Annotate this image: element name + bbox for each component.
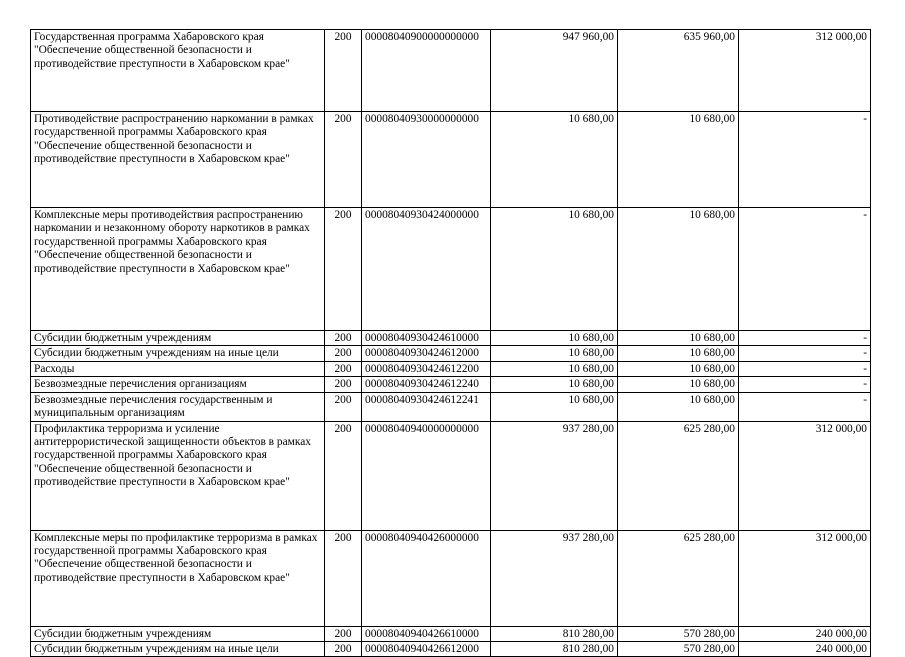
row-code: 200 <box>325 331 362 346</box>
row-value-3: - <box>739 377 871 392</box>
row-code: 200 <box>325 626 362 641</box>
row-value-3: - <box>739 346 871 361</box>
table-row <box>31 208 871 331</box>
table-row <box>31 346 871 361</box>
row-name: Противодействие распространению наркомании в рамках государственной программы Хабаровского края "Обеспечение общественной безопасности и противодействие преступности в Хабаровском крае" <box>31 112 325 208</box>
row-value-2: 625 280,00 <box>618 421 739 530</box>
row-code: 200 <box>325 361 362 376</box>
row-value-2: 635 960,00 <box>618 30 739 112</box>
row-value-1: 810 280,00 <box>491 626 618 641</box>
row-value-1: 10 680,00 <box>491 377 618 392</box>
row-code: 200 <box>325 30 362 112</box>
row-code: 200 <box>325 530 362 626</box>
row-value-1: 10 680,00 <box>491 208 618 331</box>
row-classification-code: 00008040930424000000 <box>362 208 491 331</box>
row-value-3: 240 000,00 <box>739 626 871 641</box>
row-value-2: 10 680,00 <box>618 208 739 331</box>
row-classification-code: 00008040930424612200 <box>362 361 491 376</box>
table-row <box>31 331 871 346</box>
row-classification-code: 00008040930424610000 <box>362 331 491 346</box>
row-value-2: 10 680,00 <box>618 112 739 208</box>
row-name: Государственная программа Хабаровского края "Обеспечение общественной безопасности и противодействие преступности в Хабаровском крае" <box>31 30 325 112</box>
row-classification-code: 00008040930424612000 <box>362 346 491 361</box>
row-code: 200 <box>325 346 362 361</box>
row-code: 200 <box>325 112 362 208</box>
row-value-2: 10 680,00 <box>618 377 739 392</box>
row-classification-code: 00008040930424612241 <box>362 392 491 421</box>
row-name: Профилактика терроризма и усиление антитеррористической защищенности объектов в рамках государственной программы Хабаровского края "Обеспечение общественной безопасности и противодействие преступности в Хабаровском крае" <box>31 421 325 530</box>
budget-table <box>30 29 871 657</box>
row-value-3: 240 000,00 <box>739 642 871 657</box>
row-name: Расходы <box>31 361 325 376</box>
row-value-3: 312 000,00 <box>739 421 871 530</box>
row-name: Безвозмездные перечисления организациям <box>31 377 325 392</box>
row-name: Безвозмездные перечисления государственным и муниципальным организациям <box>31 392 325 421</box>
table-row <box>31 361 871 376</box>
row-value-1: 937 280,00 <box>491 421 618 530</box>
row-classification-code: 00008040930424612240 <box>362 377 491 392</box>
row-value-1: 10 680,00 <box>491 392 618 421</box>
row-value-3: 312 000,00 <box>739 30 871 112</box>
row-value-2: 10 680,00 <box>618 361 739 376</box>
row-code: 200 <box>325 377 362 392</box>
row-value-2: 10 680,00 <box>618 331 739 346</box>
row-value-2: 625 280,00 <box>618 530 739 626</box>
row-code: 200 <box>325 642 362 657</box>
row-value-2: 10 680,00 <box>618 392 739 421</box>
table-row <box>31 626 871 641</box>
row-value-2: 570 280,00 <box>618 626 739 641</box>
budget-document <box>30 29 870 657</box>
row-value-3: - <box>739 361 871 376</box>
table-row <box>31 530 871 626</box>
row-name: Субсидии бюджетным учреждениям <box>31 331 325 346</box>
row-value-1: 937 280,00 <box>491 530 618 626</box>
row-code: 200 <box>325 421 362 530</box>
row-code: 200 <box>325 208 362 331</box>
table-row <box>31 30 871 112</box>
row-classification-code: 00008040940426610000 <box>362 626 491 641</box>
row-classification-code: 00008040940000000000 <box>362 421 491 530</box>
row-value-1: 10 680,00 <box>491 331 618 346</box>
row-classification-code: 00008040940426612000 <box>362 642 491 657</box>
row-value-3: - <box>739 112 871 208</box>
table-row <box>31 392 871 421</box>
row-classification-code: 00008040930000000000 <box>362 112 491 208</box>
row-name: Комплексные меры противодействия распространению наркомании и незаконному обороту наркотиков в рамках государственной программы Хабаровского края "Обеспечение общественной безопасности и противодействие преступности в Хабаровском крае" <box>31 208 325 331</box>
table-row <box>31 421 871 530</box>
row-classification-code: 00008040940426000000 <box>362 530 491 626</box>
row-value-3: - <box>739 208 871 331</box>
row-value-2: 570 280,00 <box>618 642 739 657</box>
row-value-2: 10 680,00 <box>618 346 739 361</box>
table-row <box>31 377 871 392</box>
row-value-3: - <box>739 331 871 346</box>
row-name: Субсидии бюджетным учреждениям на иные цели <box>31 346 325 361</box>
row-name: Комплексные меры по профилактике терроризма в рамках государственной программы Хабаровского края "Обеспечение общественной безопасности и противодействие преступности в Хабаровском крае" <box>31 530 325 626</box>
row-value-3: - <box>739 392 871 421</box>
table-row <box>31 112 871 208</box>
row-classification-code: 00008040900000000000 <box>362 30 491 112</box>
budget-table-body <box>31 30 871 657</box>
row-name: Субсидии бюджетным учреждениям на иные цели <box>31 642 325 657</box>
row-name: Субсидии бюджетным учреждениям <box>31 626 325 641</box>
table-row <box>31 642 871 657</box>
row-code: 200 <box>325 392 362 421</box>
row-value-1: 947 960,00 <box>491 30 618 112</box>
row-value-3: 312 000,00 <box>739 530 871 626</box>
row-value-1: 810 280,00 <box>491 642 618 657</box>
row-value-1: 10 680,00 <box>491 361 618 376</box>
row-value-1: 10 680,00 <box>491 346 618 361</box>
row-value-1: 10 680,00 <box>491 112 618 208</box>
